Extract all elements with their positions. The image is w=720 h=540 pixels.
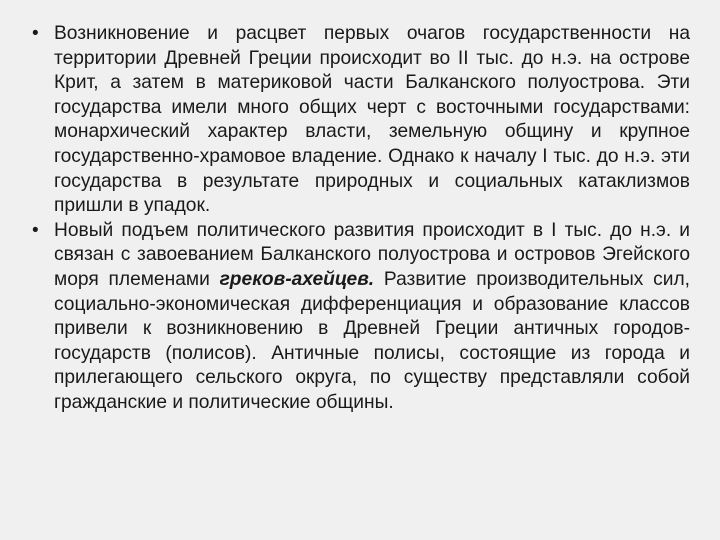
emphasized-term: греков-ахейцев.: [219, 268, 375, 290]
bullet-list: [32, 22, 690, 416]
paragraph-text-before: Новый подъем политического развития происходит в I тыс. до н.э. и связан с завоеванием Балканского полуострова и островов Эгейского моря племенами: [54, 219, 690, 290]
bullet-icon: •: [32, 219, 39, 241]
paragraph-text-after: Развитие производительных сил, социально-экономическая дифференциация и образование классов привели к возникновению в Древней Греции античных городов-государств (полисов). Античные полисы, состоящие из города и прилегающего сельского округа, по существу представляли собой гражданские и политические общины.: [54, 268, 690, 413]
bullet-icon: •: [32, 23, 39, 44]
paragraph-text: Возникновение и расцвет первых очагов государственности на территории Древней Греции происходит во II тыс. до н.э. на острове Крит, а затем в материковой части Балканского полуострова. Эти государства имели много общих черт с восточными государствами: монархический характер власти, земельную общину и крупное государственно-храмовое владение. Однако к началу I тыс. до н.э. эти государства в результате природных и социальных катаклизмов пришли в упадок.: [54, 23, 690, 217]
list-item: [32, 219, 690, 416]
list-item: [32, 22, 690, 219]
